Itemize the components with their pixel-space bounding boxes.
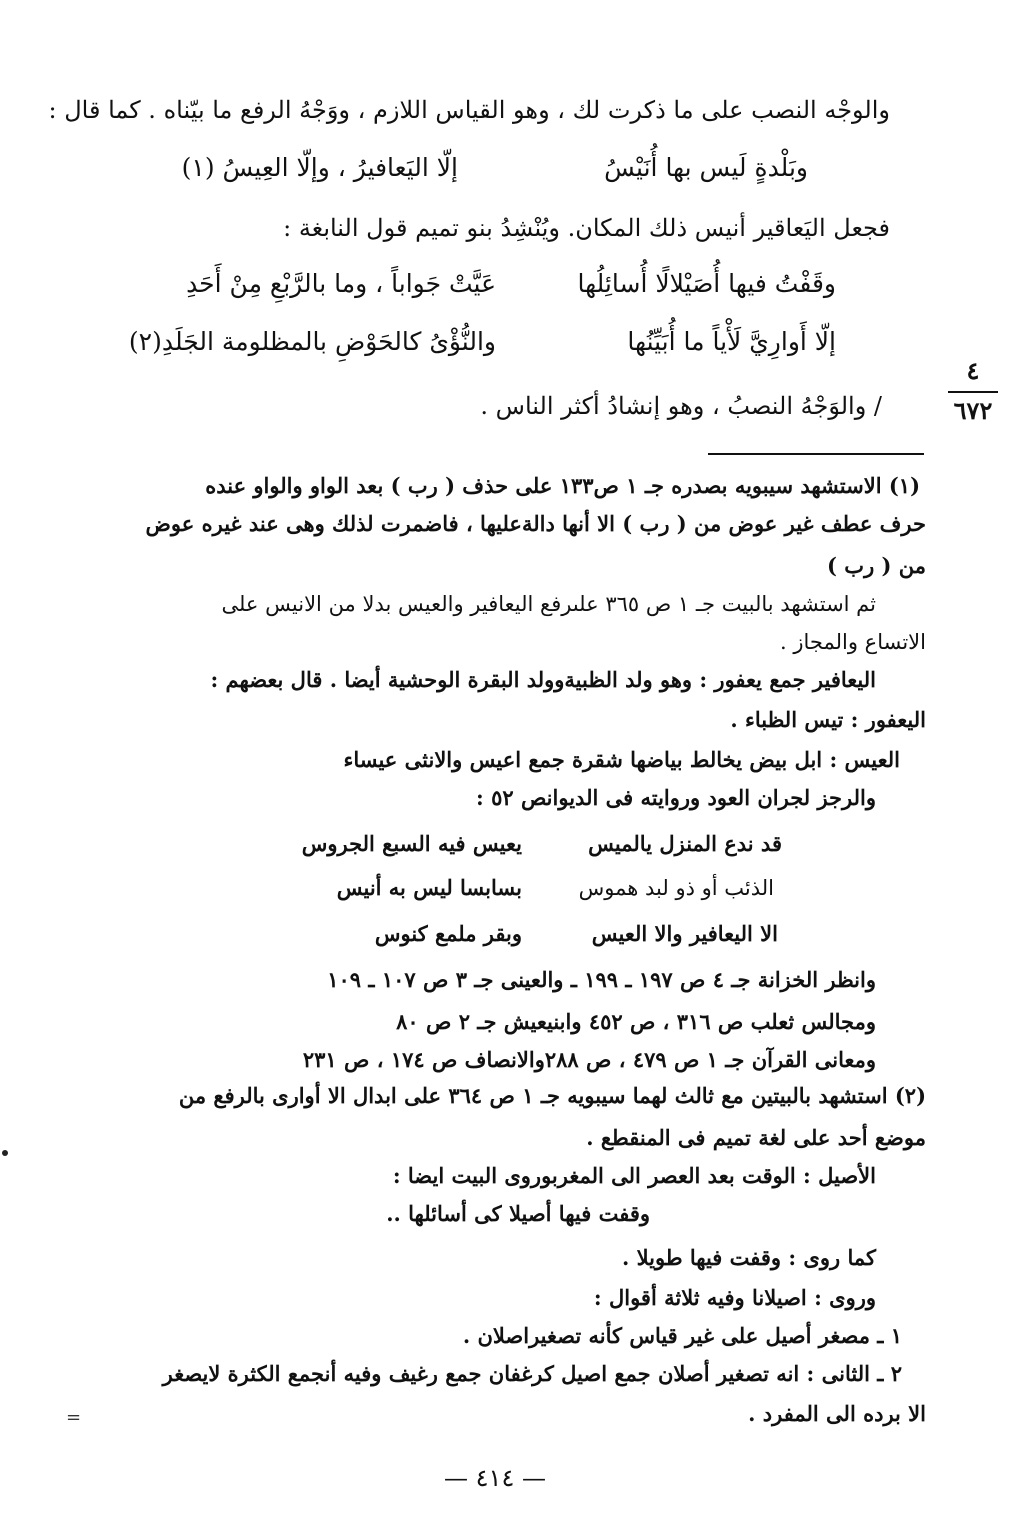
footnote-line: من ( رب ) bbox=[827, 553, 926, 578]
footnote-line: اليعفور : تيس الظباء . bbox=[730, 707, 926, 732]
footnote-line: ثم استشهد بالبيت جـ ١ ص ٣٦٥ علىرفع اليعافير والعيس بدلا من الانيس على bbox=[221, 592, 876, 616]
footnote-line: ١ ـ مصغر أصيل على غير قياس كأنه تصغيراصلان . bbox=[462, 1323, 902, 1348]
rajaz-hemistich: بسابسا ليس به أنيس bbox=[336, 875, 522, 900]
body-line-2: فجعل اليَعاقير أنيس ذلك المكان. ويُنْشِدُ بنو تميم قول النابغة : bbox=[283, 214, 890, 242]
footnote-line: حرف عطف غير عوض من ( رب ) الا أنها دالةعليها ، فاضمرت لذلك وهى عند غيره عوض bbox=[145, 511, 926, 536]
footnote-line: (٢) استشهد بالبيتين مع ثالث لهما سيبويه جـ ١ ص ٣٦٤ على ابدال الا أوارى بالرفع من bbox=[178, 1083, 926, 1108]
footnote-line: ٢ ـ الثانى : انه تصغير أصلان جمع اصيل كرغفان جمع رغيف وفيه أنجمع الكثرة لايصغر bbox=[162, 1361, 902, 1386]
verse-2-left-hemistich: عَيَّتْ جَواباً ، وما بالرَّبْعِ مِنْ أَحَدِ bbox=[186, 269, 496, 298]
body-line-1: والوجْه النصب على ما ذكرت لك ، وهو القياس اللازم ، ووَجْهُ الرفع ما بيّناه . كما قال : bbox=[48, 96, 890, 124]
margin-ref-top: ٤ bbox=[966, 356, 980, 385]
footnote-separator bbox=[708, 453, 924, 455]
footnote-line: الاتساع والمجاز . bbox=[780, 630, 926, 654]
footnote-line: وروى : اصيلانا وفيه ثلاثة أقوال : bbox=[593, 1285, 876, 1310]
footnote-line: موضع أحد على لغة تميم فى المنقطع . bbox=[586, 1125, 926, 1150]
footnote-line: والرجز لجران العود وروايته فى الديوانص ٥٢ : bbox=[476, 785, 876, 810]
margin-ref-bottom: ٦٧٢ bbox=[953, 396, 993, 425]
verse-2-right-hemistich: وقَفْتُ فيها أُصَيْلالًا أُسائِلُها bbox=[577, 269, 836, 298]
footnote-line: وانظر الخزانة جـ ٤ ص ١٩٧ ـ ١٩٩ ـ والعينى جـ ٣ ص ١٠٧ ـ ١٠٩ bbox=[327, 967, 876, 992]
margin-dot bbox=[2, 1150, 8, 1156]
margin-rule bbox=[948, 391, 998, 393]
footnote-line: الا برده الى المفرد . bbox=[748, 1401, 926, 1426]
verse-3-left-hemistich: والنُّؤْىُ كالحَوْضِ بالمظلومة الجَلَدِ(٢) bbox=[128, 327, 496, 356]
rajaz-hemistich: الذئب أو ذو لبد هموس bbox=[578, 876, 774, 900]
footnote-line: كما روى : وقفت فيها طويلا . bbox=[622, 1245, 876, 1270]
rajaz-hemistich: وبقر ملمع كنوس bbox=[374, 921, 522, 946]
page-number: — ٤١٤ — bbox=[444, 1464, 546, 1492]
footnote-line: العيس : ابل بيض يخالط بياضها شقرة جمع اعيس والانثى عيساء bbox=[343, 747, 900, 772]
footnote-line: وقفت فيها أصيلا كى أسائلها .. bbox=[386, 1201, 650, 1226]
footnote-line: ومعانى القرآن جـ ١ ص ٤٧٩ ، ص ٢٨٨والانصاف ص ١٧٤ ، ص ٢٣١ bbox=[302, 1047, 876, 1072]
rajaz-hemistich: قد ندع المنزل يالميس bbox=[588, 831, 782, 856]
footnote-line: ومجالس ثعلب ص ٣١٦ ، ص ٤٥٢ وابنيعيش جـ ٢ ص ٨٠ bbox=[396, 1009, 876, 1034]
footnote-line: الأصيل : الوقت بعد العصر الى المغربوروى البيت ايضا : bbox=[392, 1163, 876, 1188]
footnote-line: اليعافير جمع يعفور : وهو ولد الظبيةوولد البقرة الوحشية أيضا . قال بعضهم : bbox=[210, 667, 876, 692]
margin-mark: = bbox=[66, 1407, 82, 1428]
verse-3-right-hemistich: إلّا أَوارِيَّ لَأْياً ما أُبَيِّنُها bbox=[627, 327, 836, 356]
verse-1-right-hemistich: وبَلْدةٍ لَيس بها أُنَيْسُ bbox=[604, 153, 808, 182]
verse-1-left-hemistich: إلّا اليَعافيرُ ، وإلّا العِيسُ (١) bbox=[181, 153, 458, 182]
rajaz-hemistich: الا اليعافير والا العيس bbox=[591, 921, 778, 946]
footnote-line: (١) الاستشهد سيبويه بصدره جـ ١ ص١٣٣ على حذف ( رب ) بعد الواو والواو عنده bbox=[205, 473, 920, 498]
rajaz-hemistich: يعيس فيه السبع الجروس bbox=[301, 831, 522, 856]
body-line-3: / والوَجْهُ النصبُ ، وهو إنشادُ أكثر الناس . bbox=[480, 392, 882, 420]
